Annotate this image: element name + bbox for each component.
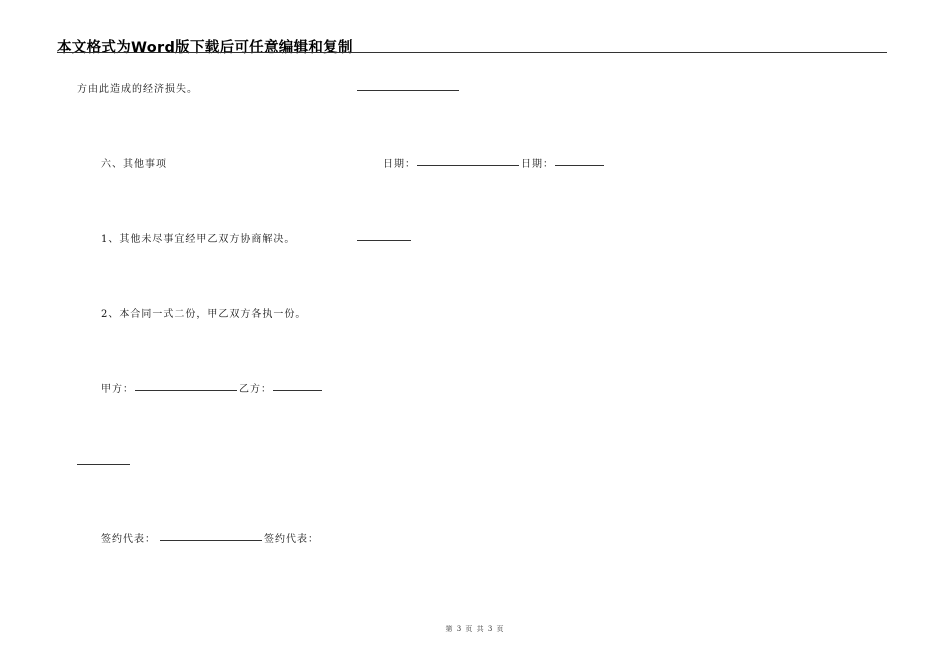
representative-label-1: 签约代表： <box>101 534 156 545</box>
party-b-label: 乙方： <box>239 384 272 395</box>
clause-item-2: 2、本合同一式二份，甲乙双方各执一份。 <box>101 309 307 320</box>
section-other-heading: 六、其他事项 <box>101 159 167 170</box>
clause-item-1: 1、其他未尽事宜经甲乙双方协商解决。 <box>101 234 296 245</box>
representative-label-2: 签约代表： <box>264 534 319 545</box>
document-header-title: 本文格式为Word版下载后可任意编辑和复制 <box>57 40 353 56</box>
party-b-blank <box>273 390 322 391</box>
blank-line <box>357 240 411 241</box>
date-blank-1 <box>417 165 519 166</box>
party-a-label: 甲方： <box>101 384 134 395</box>
representative-blank-1 <box>160 540 262 541</box>
party-a-blank <box>135 390 237 391</box>
blank-line <box>357 90 459 91</box>
header-divider <box>57 52 887 53</box>
date-label-2: 日期： <box>521 159 554 170</box>
date-label-1: 日期： <box>383 159 416 170</box>
loss-clause-text: 方由此造成的经济损失。 <box>77 84 198 95</box>
blank-line <box>77 464 130 465</box>
page-number-footer: 第 3 页 共 3 页 <box>445 625 505 633</box>
date-blank-2 <box>555 165 604 166</box>
